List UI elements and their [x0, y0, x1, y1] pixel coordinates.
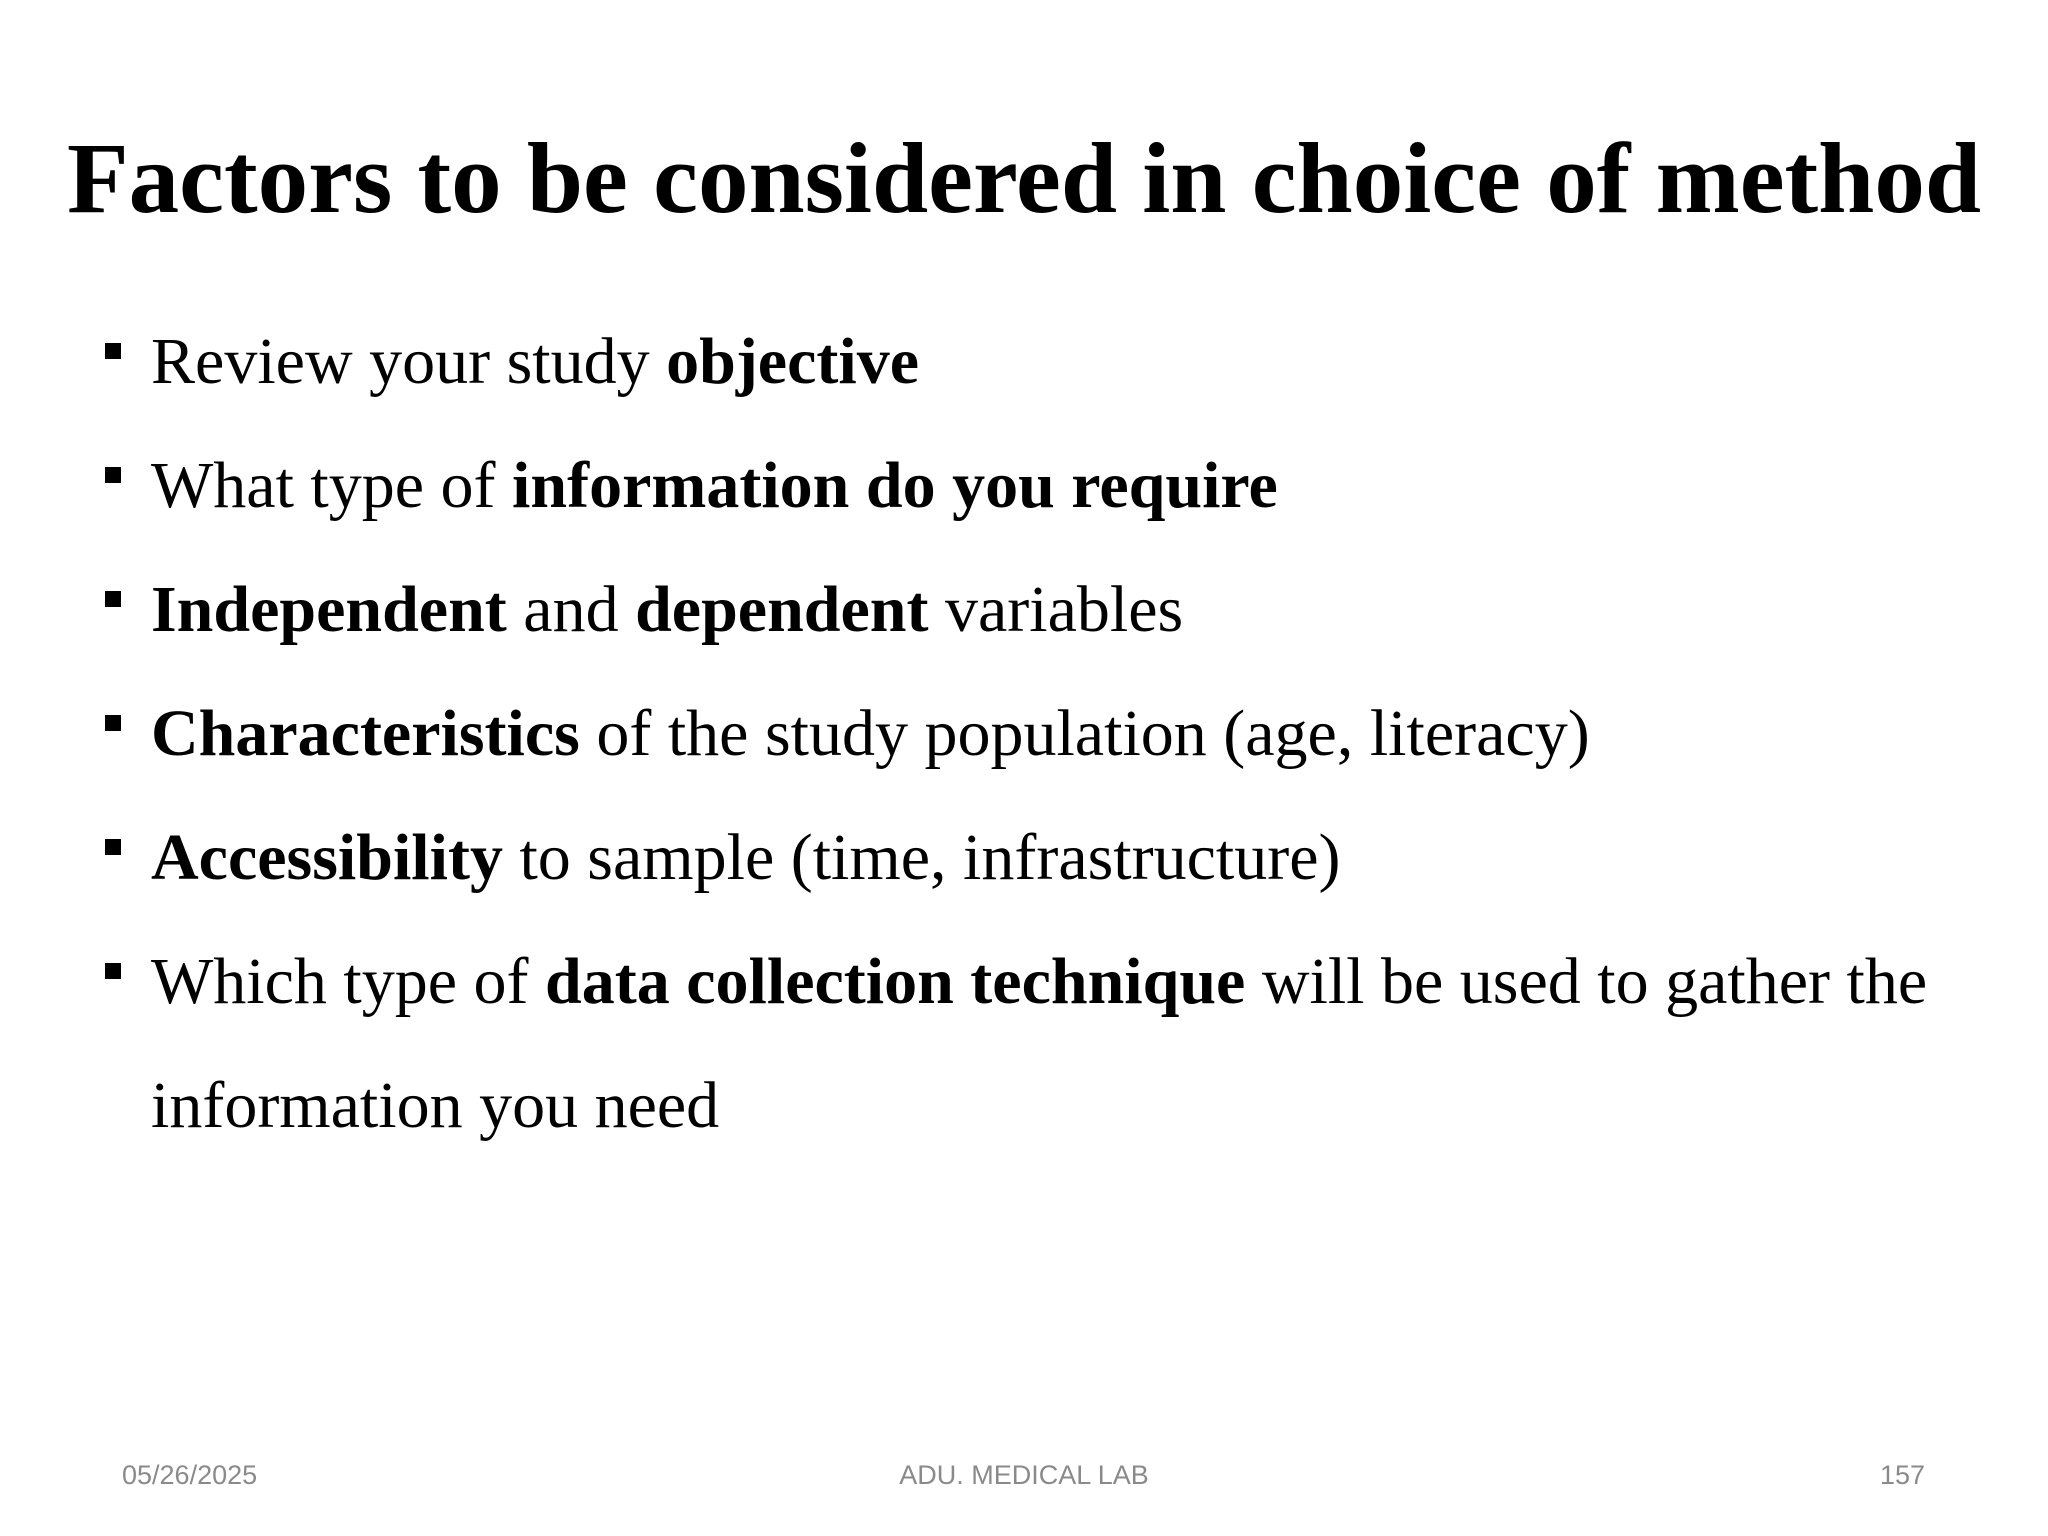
bullet-text	[151, 424, 2031, 548]
bullet-text-bold-segment: Characteristics	[151, 697, 580, 770]
footer-date: 05/26/2025	[122, 1460, 258, 1490]
footer-center-text: ADU. MEDICAL LAB	[899, 1460, 1149, 1490]
bullet-text-segment: of the study population (age, literacy)	[579, 697, 1590, 770]
bullet-text-segment: Which type of	[151, 945, 546, 1018]
bullet-text	[151, 300, 2031, 424]
square-bullet-icon	[105, 467, 121, 483]
bullet-text-bold-segment: objective	[666, 325, 919, 398]
square-bullet-icon	[105, 839, 121, 855]
bullet-text-segment: will be used to gather the	[1245, 945, 1928, 1018]
bullet-text-bold-segment: dependent	[635, 573, 929, 646]
bullet-text-segment: What type of	[151, 449, 513, 522]
slide-title: Factors to be considered in choice of method	[66, 122, 1982, 234]
footer-page-number: 157	[1880, 1460, 1926, 1490]
bullet-text	[151, 672, 2031, 796]
bullet-text	[151, 920, 2031, 1044]
bullet-text-segment: and	[506, 573, 636, 646]
bullet-text-segment: to sample (time, infrastructure)	[502, 821, 1341, 894]
square-bullet-icon	[105, 591, 121, 607]
bullet-text-bold-segment: data collection technique	[545, 945, 1246, 1018]
bullet-text	[151, 548, 2031, 672]
bullet-text	[151, 1044, 2031, 1168]
square-bullet-icon	[105, 963, 121, 979]
square-bullet-icon	[105, 343, 121, 359]
bullet-text-segment: Review your study	[151, 325, 667, 398]
bullet-text-bold-segment: Accessibility	[151, 821, 503, 894]
square-bullet-icon	[105, 715, 121, 731]
bullet-text-segment: information you need	[151, 1069, 720, 1142]
bullet-text	[151, 796, 2031, 920]
bullet-text-bold-segment: information do you require	[512, 449, 1278, 522]
bullet-text-bold-segment: Independent	[151, 573, 507, 646]
bullet-text-segment: variables	[928, 573, 1184, 646]
